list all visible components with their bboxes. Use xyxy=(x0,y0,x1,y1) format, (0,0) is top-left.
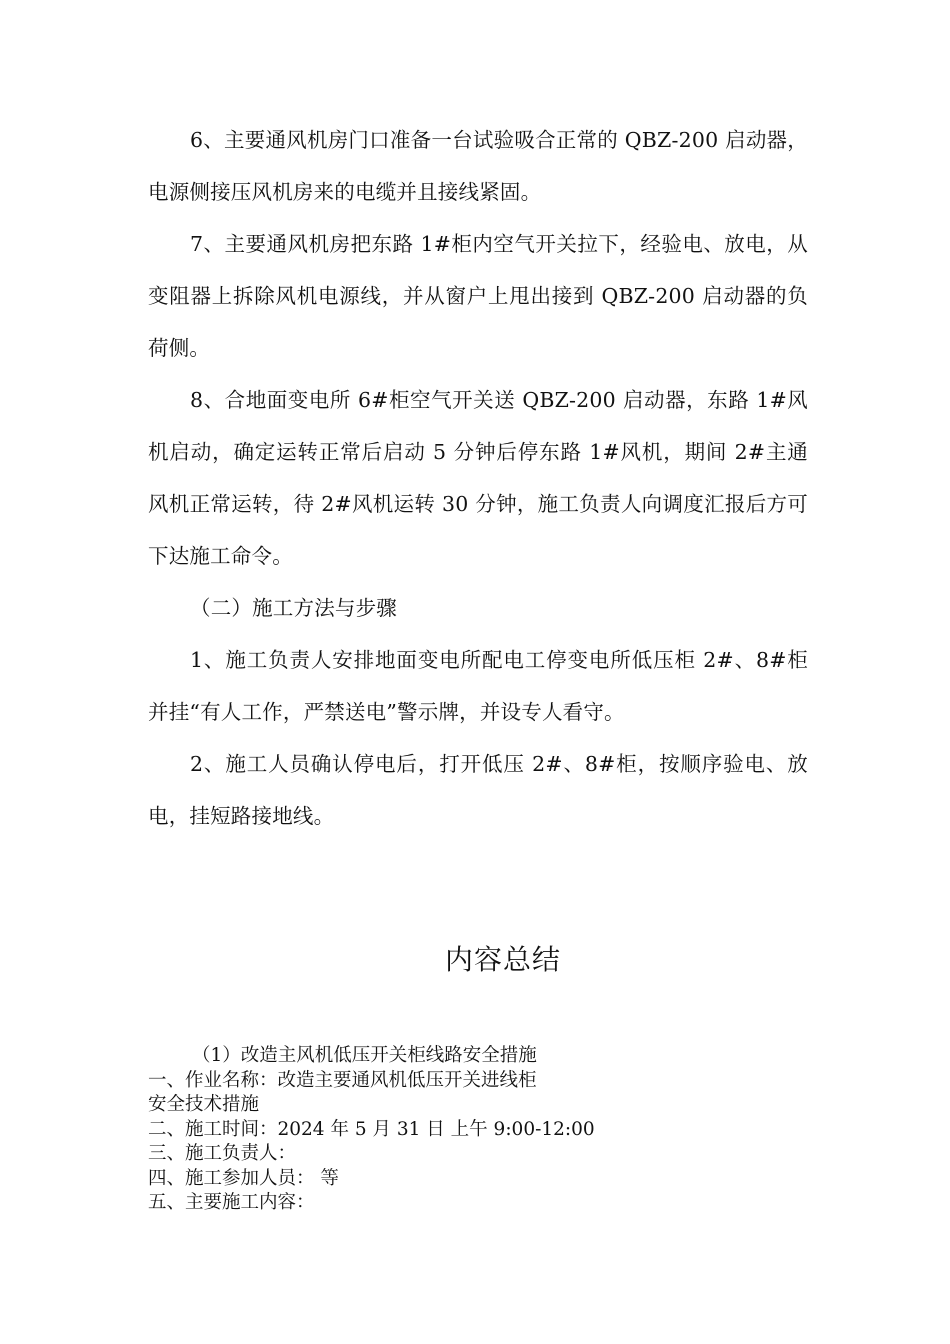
paragraph-method-2: 2、施工人员确认停电后，打开低压 2#、8#柜，按顺序验电、放电，挂短路接地线。 xyxy=(148,752,808,828)
section-subheading: （二）施工方法与步骤 xyxy=(190,596,397,620)
paragraph-step-6: 6、主要通风机房门口准备一台试验吸合正常的 QBZ-200 启动器，电源侧接压风机房来的电缆并且接线紧固。 xyxy=(148,128,808,204)
summary-line: 四、施工参加人员： 等 xyxy=(148,1167,339,1189)
summary-list xyxy=(148,1044,808,1216)
summary-title: 内容总结 xyxy=(444,943,561,976)
paragraph-method-1: 1、施工负责人安排地面变电所配电工停变电所低压柜 2#、8#柜并挂“有人工作，严禁送电”警示牌，并设专人看守。 xyxy=(148,648,808,724)
summary-line: 安全技术措施 xyxy=(148,1094,260,1115)
summary-line: 三、施工负责人： xyxy=(148,1143,297,1164)
summary-line: 五、主要施工内容： xyxy=(148,1192,315,1213)
paragraph-step-8: 8、合地面变电所 6#柜空气开关送 QBZ-200 启动器，东路 1#风机启动，确定运转正常后启动 5 分钟后停东路 1#风机，期间 2#主通风机正常运转，待 2#风机运转 30 分钟，施工负责人向调度汇报后方可下达施工命令。 xyxy=(148,388,808,568)
summary-line: 一、作业名称：改造主要通风机低压开关进线柜 xyxy=(148,1069,537,1091)
summary-line: （1）改造主风机低压开关柜线路安全措施 xyxy=(192,1045,537,1066)
document-body xyxy=(148,114,808,842)
paragraph-step-7: 7、主要通风机房把东路 1#柜内空气开关拉下，经验电、放电，从变阻器上拆除风机电源线，并从窗户上甩出接到 QBZ-200 启动器的负荷侧。 xyxy=(148,232,808,360)
summary-line: 二、施工时间：2024 年 5 月 31 日 上午 9:00-12:00 xyxy=(148,1118,595,1140)
